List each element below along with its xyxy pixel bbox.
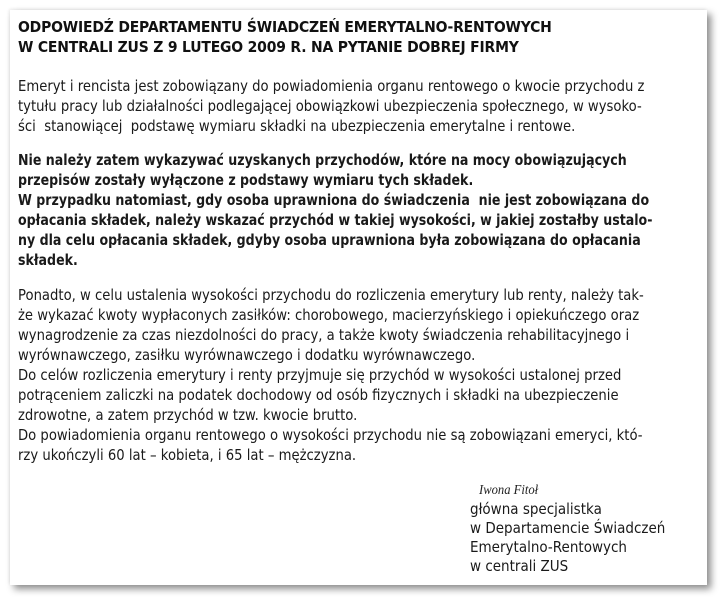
- text-line: Ponadto, w celu ustalenia wysokości przychodu do rozliczenia emerytury lub renty, należy tak-: [18, 286, 644, 304]
- paragraph-intro: [18, 76, 652, 136]
- text-line: Emeryt i rencista jest zobowiązany do powiadomienia organu rentowego o kwocie przychodu z: [18, 77, 645, 95]
- text-line: że wykazać kwoty wypłaconych zasiłków: chorobowego, macierzyńskiego i opiekuńczego oraz: [18, 306, 640, 324]
- text-line: Do celów rozliczenia emerytury i renty przyjmuje się przychód w wysokości ustalonej przed: [18, 366, 622, 384]
- title-line: ODPOWIEDŹ DEPARTAMENTU ŚWIADCZEŃ EMERYTALNO-RENTOWYCH: [18, 18, 552, 36]
- text-line: przepisów zostały wyłączone z podstawy wymiaru tych składek.: [18, 171, 474, 189]
- signature-line: w centrali ZUS: [470, 557, 569, 575]
- signature-line: Emerytalno-Rentowych: [470, 538, 627, 556]
- text-line: ści stanowiącej podstawę wymiaru składki na ubezpieczenia emerytalne i rentowe.: [18, 117, 576, 135]
- signature-block: [470, 482, 665, 576]
- text-line: zdrowotne, a zatem przychód w tzw. kwocie brutto.: [18, 406, 358, 424]
- title-line: W CENTRALI ZUS Z 9 LUTEGO 2009 R. NA PYTANIE DOBREJ FIRMY: [18, 38, 519, 56]
- text-line: tytułu pracy lub działalności podlegającej obowiązkowi ubezpieczenia społecznego, w wysoko-: [18, 97, 642, 115]
- text-line: opłacania składek, należy wskazać przychód w takiej wysokości, w jakiej zostałby ustalo-: [18, 211, 653, 229]
- signature-line: w Departamencie Świadczeń: [470, 519, 666, 537]
- text-line: wynagrodzenie za czas niezdolności do pracy, a także kwoty świadczenia rehabilitacyjnego i: [18, 326, 630, 344]
- paragraph-bold: [18, 150, 653, 270]
- signature-name: Iwona Fitoł: [479, 483, 539, 498]
- text-line: W przypadku natomiast, gdy osoba uprawniona do świadczenia nie jest zobowiązana do: [18, 191, 650, 209]
- paragraph-details: [18, 285, 652, 465]
- document-title: [18, 17, 632, 57]
- text-line: wyrównawczego, zasiłku wyrównawczego i dodatku wyrównawczego.: [18, 346, 476, 364]
- text-line: Nie należy zatem wykazywać uzyskanych przychodów, które na mocy obowiązujących: [18, 151, 627, 169]
- text-line: Do powiadomienia organu rentowego o wysokości przychodu nie są zobowiązani emeryci, któ-: [18, 426, 643, 444]
- text-line: potrąceniem zaliczki na podatek dochodowy od osób fizycznych i składki na ubezpieczenie: [18, 386, 619, 404]
- text-line: rzy ukończyli 60 lat – kobieta, i 65 lat – mężczyzna.: [18, 446, 357, 464]
- text-line: składek.: [18, 251, 78, 269]
- text-line: ny dla celu opłacania składek, gdyby osoba uprawniona była zobowiązana do opłacania: [18, 231, 641, 249]
- signature-line: główna specjalistka: [470, 500, 602, 518]
